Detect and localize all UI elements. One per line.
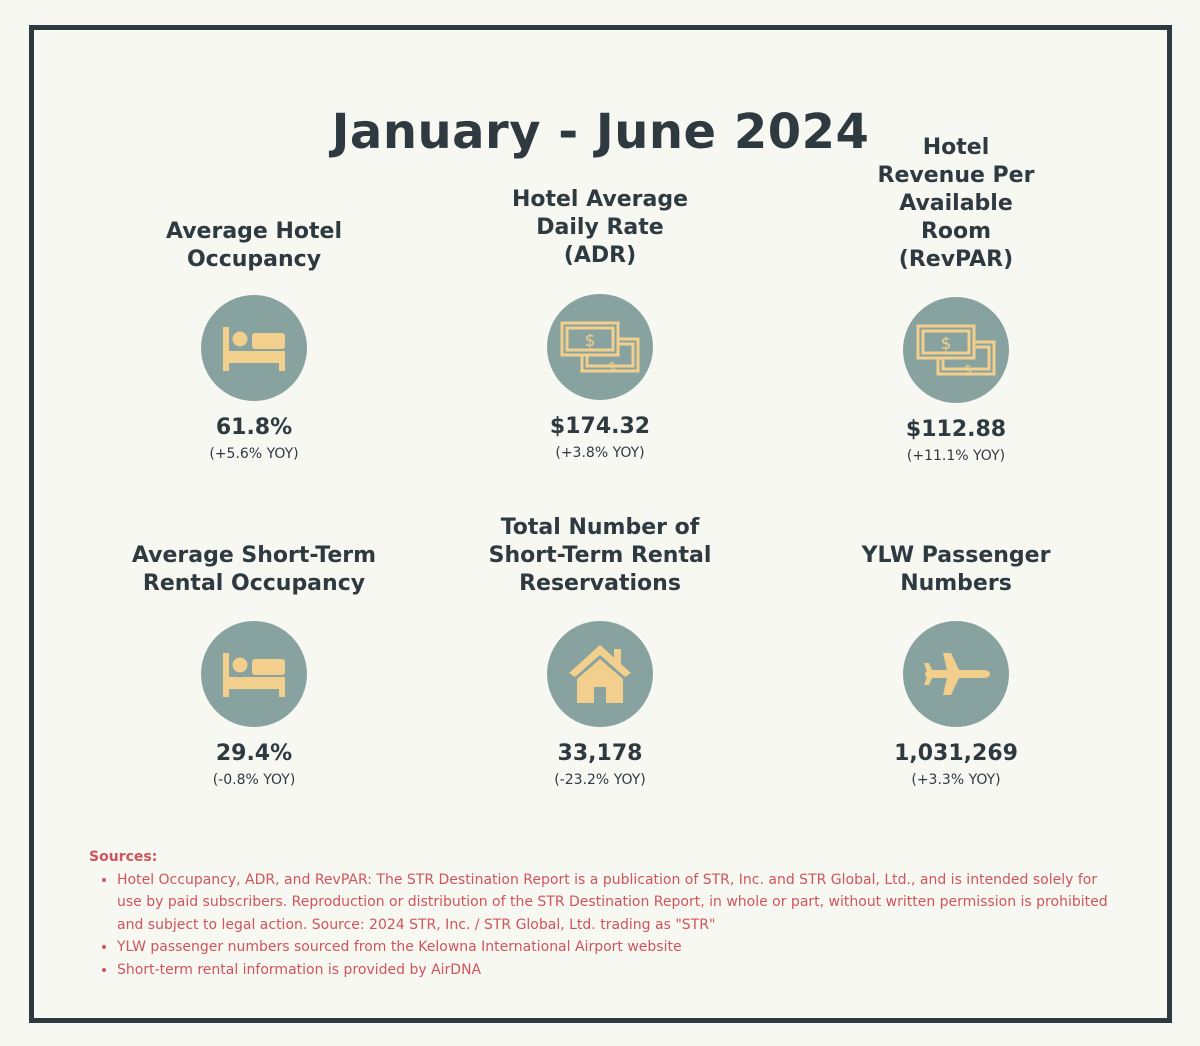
stat-heading: Hotel Revenue Per Available Room (RevPAR): [877, 135, 1035, 272]
stat-ylw-passengers: [786, 514, 1126, 789]
stat-hotel-occupancy: [84, 190, 424, 463]
stat-yoy: (+5.6% YOY): [209, 446, 299, 462]
stat-value: 29.4%: [215, 741, 293, 766]
stat-value: 33,178: [557, 741, 643, 766]
stat-heading: Hotel Average Daily Rate (ADR): [511, 187, 689, 268]
stat-str-reservations: [430, 514, 770, 789]
icon-circle: [903, 621, 1009, 727]
icon-circle: [201, 621, 307, 727]
stat-yoy: (+3.3% YOY): [911, 772, 1001, 788]
stat-value: $112.88: [905, 417, 1007, 442]
stat-value: 1,031,269: [894, 741, 1018, 766]
source-item: • Short-term rental information is provided by AirDNA: [117, 959, 1119, 982]
svg-text:$: $: [584, 331, 596, 351]
airplane-icon: [921, 651, 991, 697]
source-item: • Hotel Occupancy, ADR, and RevPAR: The STR Destination Report is a publication of STR, Inc. and STR Global, Ltd., and is intended solely for use by paid subscribers. Reproduction or distribution of the STR Destination Report, in whole or part, without written permission is prohibited and subject to legal action. Source: 2024 STR, Inc. / STR Global, Ltd. trading as "STR": [117, 869, 1119, 937]
stat-hotel-revpar: [786, 135, 1126, 465]
icon-circle: [547, 294, 653, 400]
svg-text:$: $: [963, 363, 973, 376]
money-icon: [560, 321, 640, 373]
icon-circle: [547, 621, 653, 727]
stat-value: 61.8%: [215, 415, 293, 440]
bed-icon: [221, 323, 287, 373]
stat-yoy: (-23.2% YOY): [554, 772, 646, 788]
sources-list: [89, 869, 1119, 982]
sources-title: Sources:: [89, 849, 158, 865]
stat-heading: Average Short-Term Rental Occupancy: [131, 543, 377, 596]
report-frame: [29, 25, 1172, 1023]
stat-heading: Average Hotel Occupancy: [165, 219, 343, 272]
source-item: • YLW passenger numbers sourced from the Kelowna International Airport website: [117, 936, 1119, 959]
sources-section: [89, 846, 1119, 981]
house-icon: [567, 643, 633, 705]
stat-heading: YLW Passenger Numbers: [861, 543, 1051, 596]
stat-yoy: (-0.8% YOY): [212, 772, 296, 788]
page-title: January - June 2024: [331, 104, 870, 160]
stat-heading: Total Number of Short-Term Rental Reservations: [488, 515, 712, 596]
icon-circle: [903, 297, 1009, 403]
stat-yoy: (+11.1% YOY): [906, 448, 1006, 464]
bed-icon: [221, 649, 287, 699]
money-icon: [916, 324, 996, 376]
stat-yoy: (+3.8% YOY): [555, 445, 645, 461]
svg-text:$: $: [940, 334, 952, 354]
svg-text:$: $: [607, 360, 617, 373]
stat-hotel-adr: [430, 187, 770, 462]
stat-value: $174.32: [549, 414, 651, 439]
icon-circle: [201, 295, 307, 401]
stat-str-occupancy: [84, 514, 424, 789]
